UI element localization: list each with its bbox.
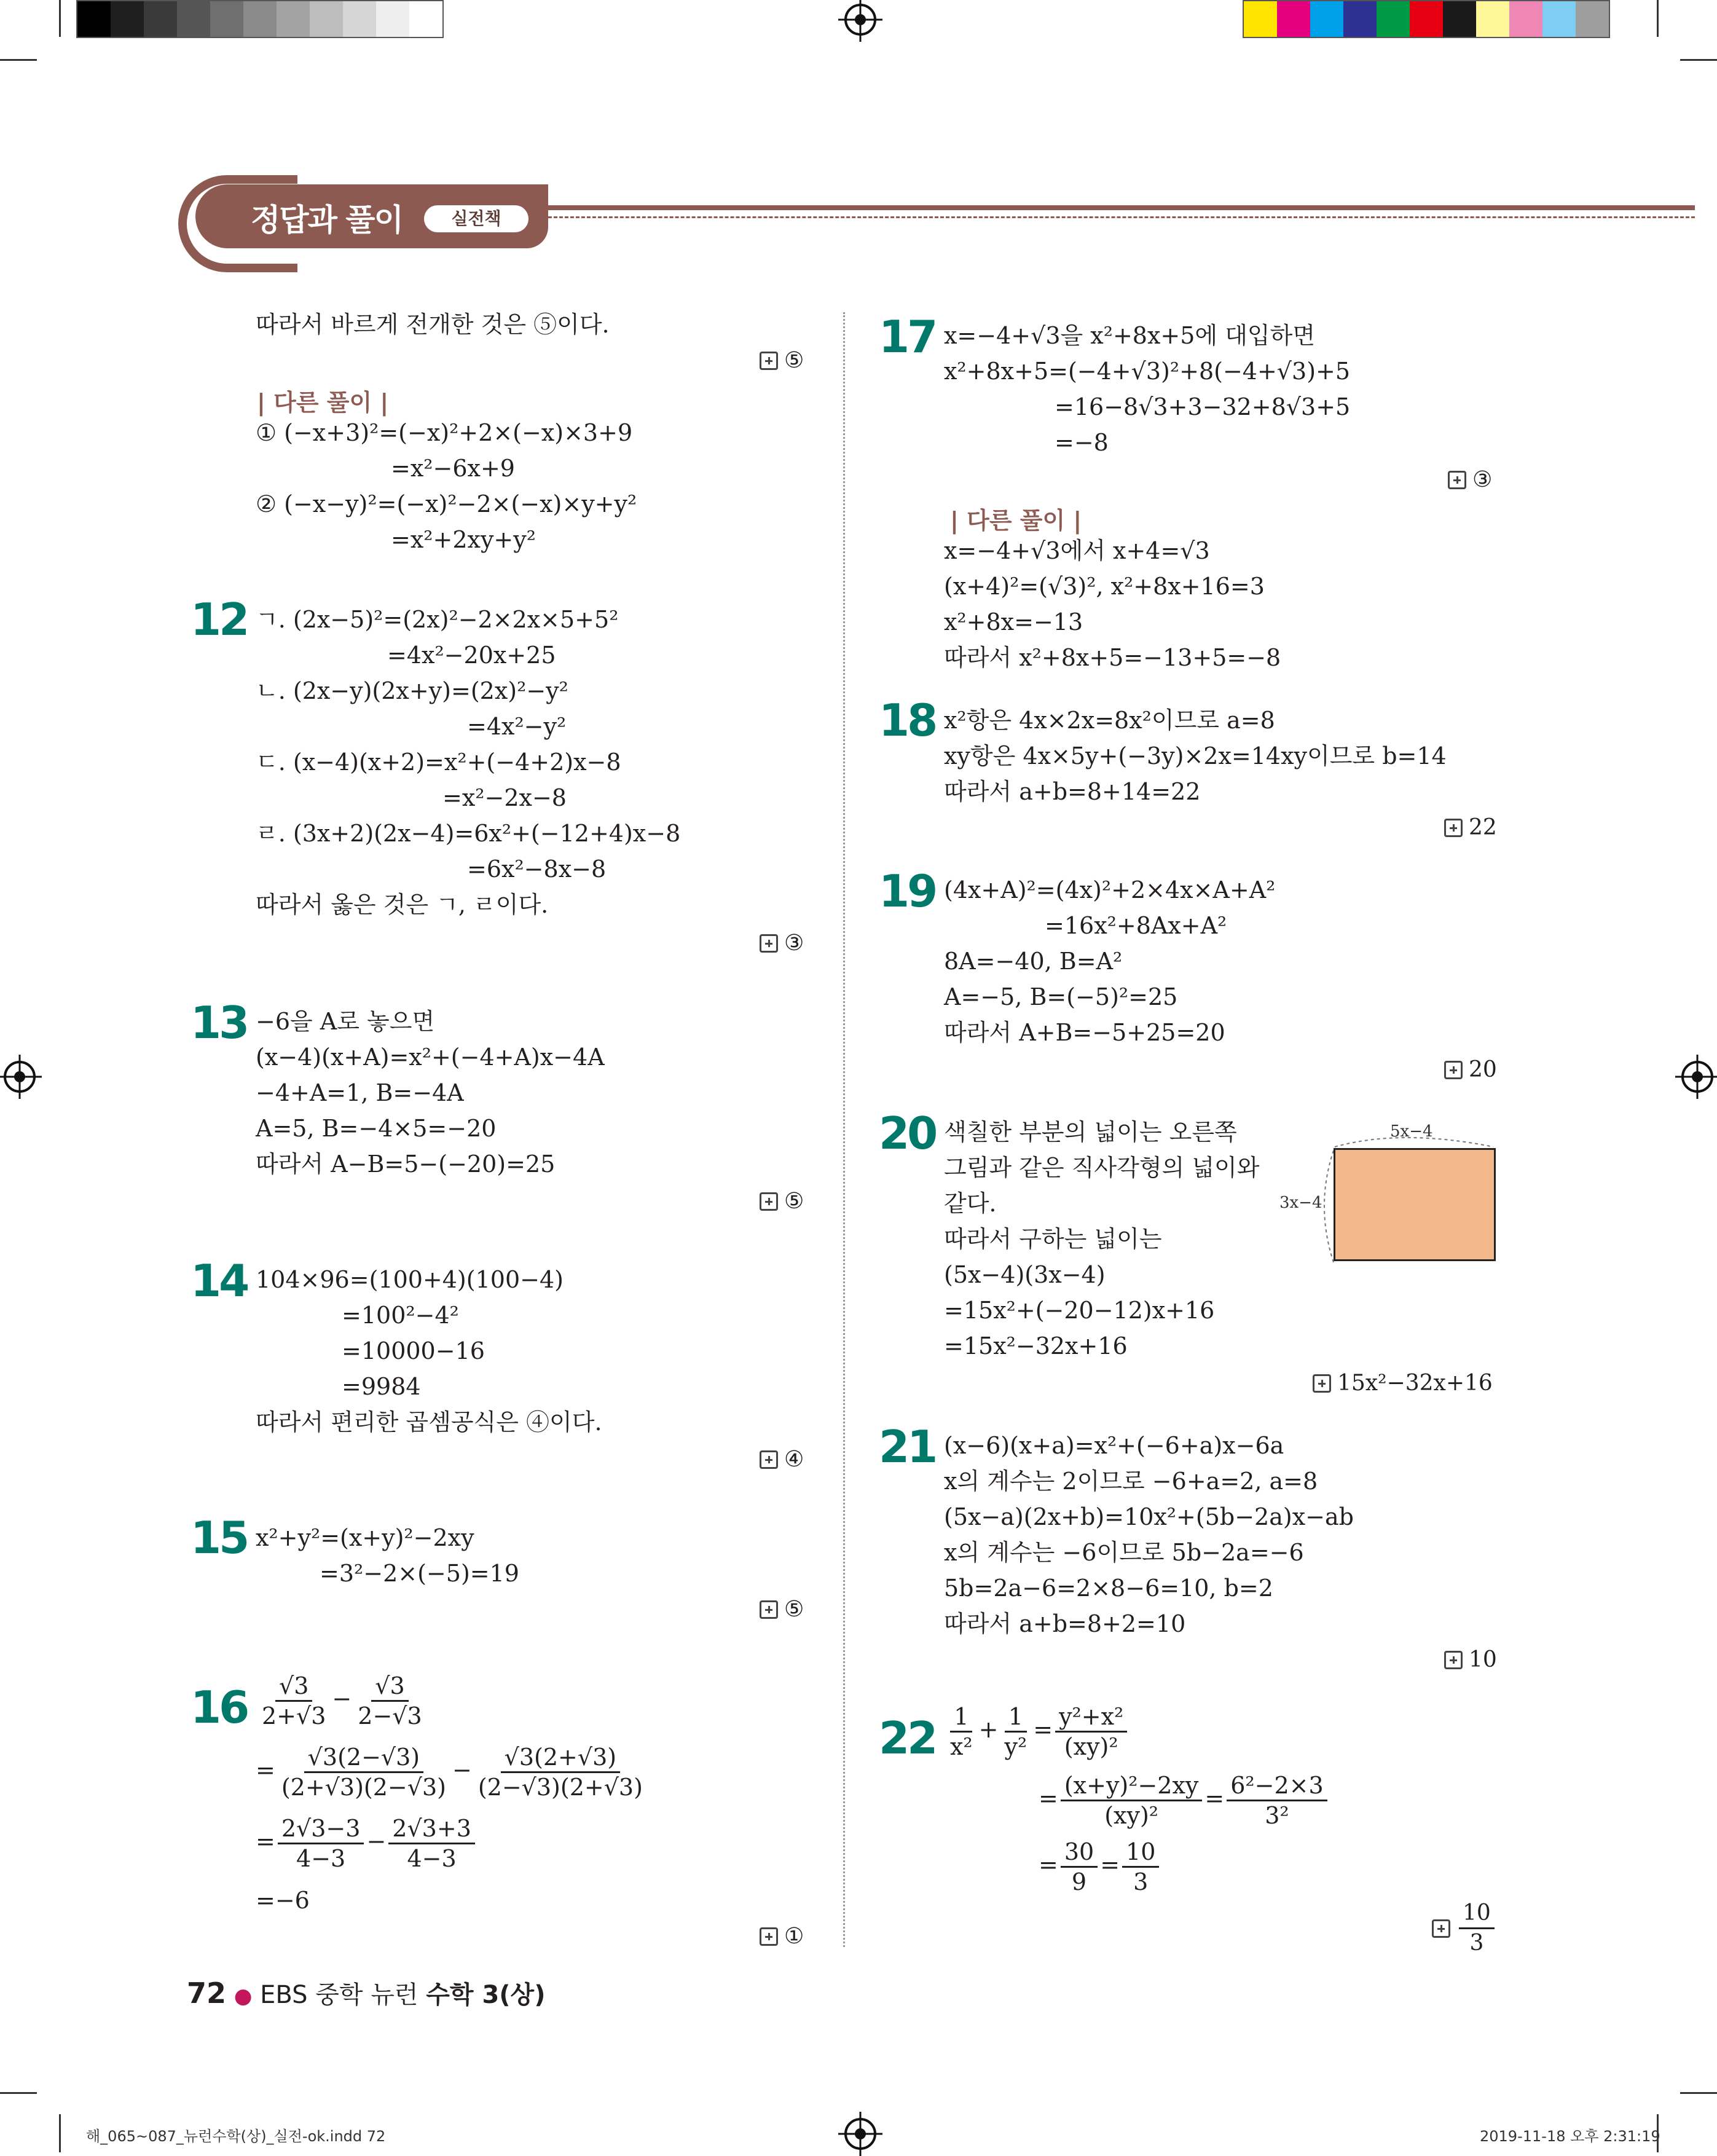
solution-line: 따라서 x²+8x+5=−13+5=−8 bbox=[944, 644, 1281, 671]
book-subject: 수학 3(상) bbox=[426, 1981, 546, 2009]
color-calibration-bar bbox=[1243, 0, 1610, 38]
date-slug: 2019-11-18 오후 2:31:19 bbox=[1480, 2128, 1660, 2145]
solution-line: x²+8x=−13 bbox=[944, 608, 1083, 635]
trim-mark bbox=[59, 0, 61, 37]
trim-mark bbox=[0, 2092, 37, 2094]
book-title: EBS 중학 뉴런 bbox=[260, 1981, 426, 2009]
problem-number: 16 bbox=[191, 1682, 248, 1733]
alt-solution-title: | 다른 풀이 | bbox=[950, 507, 1082, 534]
solution-line: 따라서 편리한 곱셈공식은 ④이다. bbox=[256, 1409, 602, 1436]
answer-badge: 22 bbox=[1444, 815, 1497, 840]
solution-line: (5x−a)(2x+b)=10x²+(5b−2a)x−ab bbox=[944, 1503, 1354, 1530]
answer-badge: ④ bbox=[760, 1447, 804, 1472]
solution-line: x²항은 4x×2x=8x²이므로 a=8 bbox=[944, 707, 1275, 734]
trim-mark bbox=[1680, 2092, 1717, 2094]
figure-label-side: 3x−4 bbox=[1279, 1194, 1322, 1212]
fraction: $\frac{√3}{2+√3}$ bbox=[262, 1672, 326, 1729]
solution-line: −4+A=1, B=−4A bbox=[256, 1079, 464, 1106]
solution-line: 따라서 A+B=−5+25=20 bbox=[944, 1019, 1225, 1046]
answer-badge: ⑤ bbox=[760, 1189, 804, 1214]
solution-line: =x²+2xy+y² bbox=[391, 526, 536, 553]
solution-line: x=−4+√3에서 x+4=√3 bbox=[944, 537, 1210, 564]
fraction-line: $\frac{1}{\text{x²}}$ + $\frac{1}{\text{y²}}$ = $\frac{\text{y²+x²}}{\text{(xy)²}}$ bbox=[944, 1702, 1130, 1761]
answer-icon bbox=[1432, 1919, 1450, 1938]
problem-number: 12 bbox=[191, 594, 248, 645]
solution-line: 따라서 구하는 넓이는 bbox=[944, 1226, 1162, 1253]
solution-line: =x²−2x−8 bbox=[442, 784, 567, 811]
answer-icon bbox=[760, 1600, 778, 1619]
alt-solution-title: | 다른 풀이 | bbox=[257, 389, 389, 416]
problem-number: 22 bbox=[879, 1712, 936, 1764]
fraction-line: = $\frac{√3(2-√3)}{(2+√3)(2-√3)}$ − $\frac{√3(2+√3)}{(2-√3)(2+√3)}$ bbox=[256, 1743, 649, 1801]
solution-line: (x−6)(x+a)=x²+(−6+a)x−6a bbox=[944, 1432, 1284, 1459]
solution-line: =15x²+(−20−12)x+16 bbox=[944, 1297, 1215, 1324]
intro-line: 따라서 바르게 전개한 것은 ⑤이다. bbox=[256, 311, 610, 338]
solution-line: =100²−4² bbox=[342, 1302, 459, 1329]
solution-line: =16−8√3+3−32+8√3+5 bbox=[1055, 393, 1351, 420]
problem-number: 19 bbox=[879, 865, 936, 917]
solution-line: A=5, B=−4×5=−20 bbox=[256, 1115, 497, 1142]
registration-mark-top bbox=[844, 4, 876, 36]
solution-line: (x+4)²=(√3)², x²+8x+16=3 bbox=[944, 573, 1265, 600]
fraction: $\frac{\text{(x+y)²−2xy}}{\text{(xy)²}}$ bbox=[1061, 1771, 1203, 1830]
solution-line: =4x²−20x+25 bbox=[387, 642, 556, 669]
solution-line: (x−4)(x+A)=x²+(−4+A)x−4A bbox=[256, 1044, 605, 1071]
answer-icon bbox=[760, 352, 778, 370]
solution-line: 따라서 옳은 것은 ㄱ, ㄹ이다. bbox=[256, 891, 549, 918]
fraction: $\frac{\text{6²−2×3}}{\text{3²}}$ bbox=[1227, 1771, 1327, 1830]
solution-line: 5b=2a−6=2×8−6=10, b=2 bbox=[944, 1575, 1273, 1602]
solution-line: =3²−2×(−5)=19 bbox=[320, 1560, 519, 1587]
solution-line: x²+y²=(x+y)²−2xy bbox=[256, 1524, 474, 1551]
fraction-line: = $\frac{\text{(x+y)²−2xy}}{\text{(xy)²}}$ = $\frac{\text{6²−2×3}}{\text{3²}}$ bbox=[1039, 1771, 1330, 1830]
fraction: $\frac{√3}{2-√3}$ bbox=[358, 1672, 422, 1729]
problem-number: 13 bbox=[191, 997, 248, 1048]
answer-badge: ⑤ bbox=[760, 348, 804, 373]
registration-mark-right bbox=[1681, 1061, 1713, 1093]
solution-line: 따라서 a+b=8+2=10 bbox=[944, 1610, 1186, 1637]
answer-badge: 20 bbox=[1444, 1057, 1497, 1082]
fraction: $\frac{2√3-3}{4-3}$ bbox=[278, 1814, 364, 1873]
registration-mark-bottom bbox=[844, 2118, 876, 2150]
solution-line: =6x²−8x−8 bbox=[467, 856, 607, 883]
answer-icon bbox=[1448, 471, 1466, 489]
fraction: $\frac{\text{y²+x²}}{\text{(xy)²}}$ bbox=[1055, 1702, 1127, 1761]
fraction: $\frac{10}{3}$ bbox=[1122, 1838, 1159, 1896]
shaded-rectangle bbox=[1334, 1148, 1496, 1261]
fraction-line: = $\frac{30}{9}$ = $\frac{10}{3}$ bbox=[1039, 1838, 1161, 1896]
solution-line: =15x²−32x+16 bbox=[944, 1332, 1128, 1359]
solution-line: =16x²+8Ax+A² bbox=[1045, 912, 1227, 939]
solution-line: x²+8x+5=(−4+√3)²+8(−4+√3)+5 bbox=[944, 358, 1351, 385]
solution-line: ㄹ. (3x+2)(2x−4)=6x²+(−12+4)x−8 bbox=[256, 820, 681, 847]
file-slug: 해_065~087_뉴런수학(상)_실전-ok.indd 72 bbox=[86, 2128, 386, 2145]
solution-line: 따라서 A−B=5−(−20)=25 bbox=[256, 1151, 556, 1178]
column-divider bbox=[843, 312, 845, 1947]
solution-line: ㄴ. (2x−y)(2x+y)=(2x)²−y² bbox=[256, 677, 568, 704]
solution-line: 따라서 a+b=8+14=22 bbox=[944, 778, 1201, 805]
gray-calibration-bar bbox=[76, 0, 444, 38]
fraction: $\frac{2√3+3}{4-3}$ bbox=[388, 1814, 475, 1873]
bullet-icon: ● bbox=[234, 1984, 253, 2008]
solution-line: x=−4+√3을 x²+8x+5에 대입하면 bbox=[944, 322, 1316, 349]
solution-line: A=−5, B=(−5)²=25 bbox=[944, 983, 1178, 1010]
answer-icon bbox=[760, 1450, 778, 1469]
answer-badge: ⑤ bbox=[760, 1597, 804, 1622]
header-rule bbox=[548, 205, 1695, 210]
problem-number: 21 bbox=[879, 1421, 936, 1473]
trim-mark bbox=[1657, 0, 1659, 37]
answer-icon bbox=[760, 1192, 778, 1211]
fraction: $\frac{30}{9}$ bbox=[1061, 1838, 1098, 1896]
trim-mark bbox=[1680, 59, 1717, 61]
problem-number: 17 bbox=[879, 311, 936, 363]
registration-mark-left bbox=[4, 1061, 36, 1093]
fraction: $\frac{√3(2-√3)}{(2+√3)(2-√3)}$ bbox=[281, 1744, 446, 1801]
solution-line: x의 계수는 2이므로 −6+a=2, a=8 bbox=[944, 1468, 1318, 1495]
fraction-line: $\frac{√3}{2+√3}$ − $\frac{√3}{2-√3}$ bbox=[256, 1672, 428, 1730]
header-dashed-rule bbox=[548, 216, 1695, 218]
solution-line: =9984 bbox=[342, 1373, 421, 1400]
answer-badge: ③ bbox=[1448, 467, 1492, 492]
page-footer bbox=[187, 1975, 545, 2010]
solution-line: =x²−6x+9 bbox=[391, 455, 515, 482]
solution-line: 104×96=(100+4)(100−4) bbox=[256, 1266, 564, 1293]
solution-line: xy항은 4x×5y+(−3y)×2x=14xy이므로 b=14 bbox=[944, 742, 1447, 769]
solution-line: ② (−x−y)²=(−x)²−2×(−x)×y+y² bbox=[256, 490, 637, 517]
solution-line: =−8 bbox=[1055, 429, 1109, 456]
problem-number: 14 bbox=[191, 1255, 248, 1307]
fraction: $\frac{10}{3}$ bbox=[1459, 1899, 1495, 1957]
answer-badge bbox=[1432, 1899, 1497, 1957]
answer-icon bbox=[1444, 1061, 1463, 1079]
problem-number: 15 bbox=[191, 1512, 248, 1564]
page-title: 정답과 풀이 bbox=[251, 202, 403, 238]
solution-line: =4x²−y² bbox=[467, 713, 567, 740]
figure-label-top: 5x−4 bbox=[1390, 1122, 1433, 1141]
trim-mark bbox=[59, 2114, 61, 2152]
solution-line: 같다. bbox=[944, 1190, 997, 1217]
solution-line: ㄷ. (x−4)(x+2)=x²+(−4+2)x−8 bbox=[256, 749, 621, 776]
page-number: 72 bbox=[187, 1977, 227, 2010]
solution-line: 색칠한 부분의 넓이는 오른쪽 bbox=[944, 1119, 1237, 1146]
solution-line: =−6 bbox=[256, 1887, 310, 1914]
answer-icon bbox=[760, 1927, 778, 1946]
fraction-line: = $\frac{2√3-3}{4-3}$ − $\frac{2√3+3}{4-3}$ bbox=[256, 1814, 477, 1873]
solution-line: x의 계수는 −6이므로 5b−2a=−6 bbox=[944, 1539, 1304, 1566]
fraction: $\frac{1}{\text{y²}}$ bbox=[1004, 1703, 1027, 1760]
section-tag: 실전책 bbox=[424, 205, 528, 232]
solution-line: =10000−16 bbox=[342, 1337, 485, 1364]
answer-icon bbox=[760, 934, 778, 953]
answer-icon bbox=[1313, 1374, 1331, 1393]
answer-badge: ③ bbox=[760, 930, 804, 956]
solution-line: 8A=−40, B=A² bbox=[944, 948, 1123, 975]
answer-badge: ① bbox=[760, 1924, 804, 1949]
fraction: $\frac{√3(2+√3)}{(2-√3)(2+√3)}$ bbox=[477, 1744, 643, 1801]
solution-line: ① (−x+3)²=(−x)²+2×(−x)×3+9 bbox=[256, 419, 633, 446]
trim-mark bbox=[0, 59, 37, 61]
solution-line: 그림과 같은 직사각형의 넓이와 bbox=[944, 1154, 1260, 1181]
answer-icon bbox=[1444, 1651, 1463, 1669]
fraction: $\frac{1}{\text{x²}}$ bbox=[950, 1703, 973, 1760]
problem-number: 20 bbox=[879, 1108, 936, 1159]
answer-badge: 15x²−32x+16 bbox=[1313, 1371, 1493, 1396]
answer-badge: 10 bbox=[1444, 1647, 1497, 1672]
solution-line: (5x−4)(3x−4) bbox=[944, 1261, 1106, 1288]
problem-number: 18 bbox=[879, 694, 936, 746]
answer-icon bbox=[1444, 819, 1463, 837]
solution-line: ㄱ. (2x−5)²=(2x)²−2×2x×5+5² bbox=[256, 606, 619, 633]
solution-line: (4x+A)²=(4x)²+2×4x×A+A² bbox=[944, 876, 1276, 903]
solution-line: −6을 A로 놓으면 bbox=[256, 1008, 435, 1035]
